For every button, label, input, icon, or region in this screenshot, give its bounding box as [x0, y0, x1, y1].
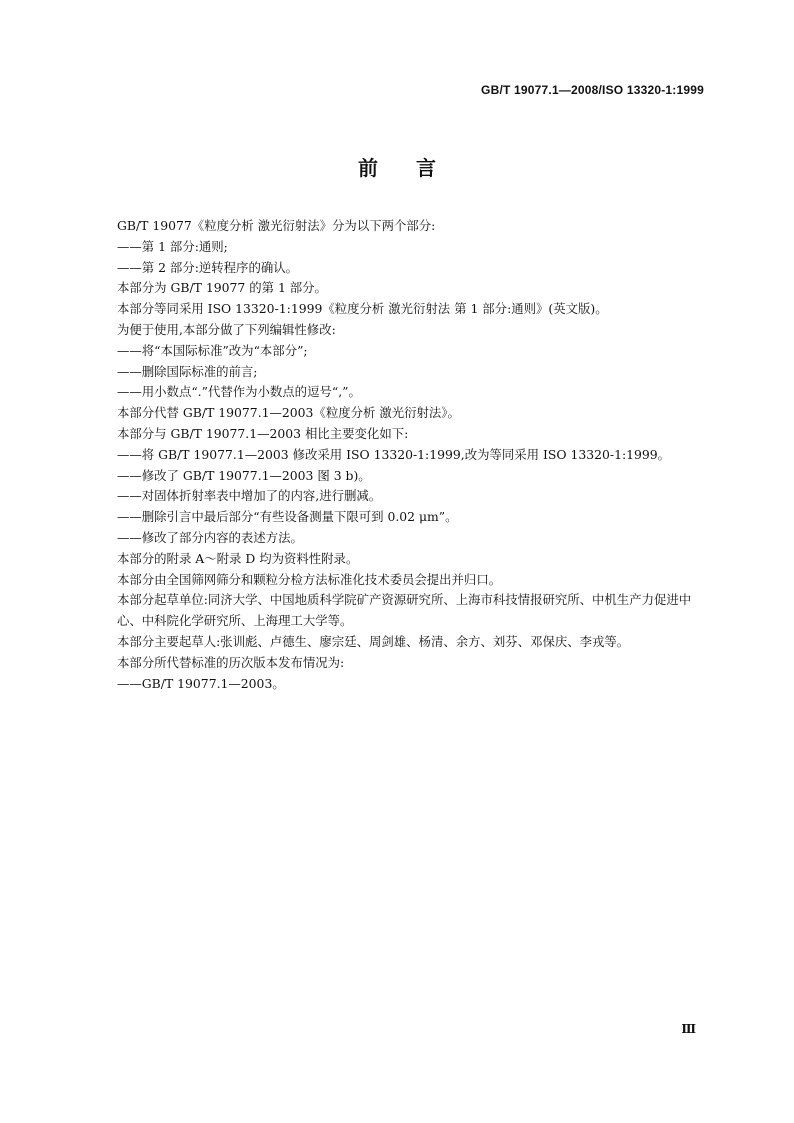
paragraph: GB/T 19077《粒度分析 激光衍射法》分为以下两个部分:	[117, 218, 436, 233]
list-item: ——对固体折射率表中增加了的内容,进行删减。	[117, 488, 382, 504]
list-item: ——第 1 部分:通则;	[117, 238, 228, 254]
paragraph: 本部分为 GB/T 19077 的第 1 部分。	[117, 280, 327, 296]
list-item: ——第 2 部分:逆转程序的确认。	[117, 259, 299, 275]
paragraph: 本部分与 GB/T 19077.1—2003 相比主要变化如下:	[117, 425, 409, 441]
paragraph: 本部分所代替标准的历次版本发布情况为:	[117, 654, 345, 670]
list-item: ——删除引言中最后部分“有些设备测量下限可到 0.02 μm”。	[117, 509, 458, 525]
paragraph: 本部分起草单位:同济大学、中国地质科学院矿产资源研究所、上海市科技情报研究所、中机生产力促进中心、中科院化学研究所、上海理工大学等。	[117, 592, 692, 629]
paragraph: 本部分由全国筛网筛分和颗粒分检方法标准化技术委员会提出并归口。	[117, 571, 502, 587]
paragraph: 本部分等同采用 ISO 13320-1:1999《粒度分析 激光衍射法 第 1 部分:通则》(英文版)。	[117, 301, 608, 317]
list-item: ——GB/T 19077.1—2003。	[117, 675, 285, 691]
list-item: ——修改了部分内容的表述方法。	[117, 529, 303, 545]
page-title: 前言	[358, 156, 474, 180]
list-item: ——将“本国际标准”改为“本部分”;	[117, 342, 308, 358]
standard-code: GB/T 19077.1—2008/ISO 13320-1:1999	[481, 83, 704, 97]
paragraph: 本部分主要起草人:张训彪、卢德生、廖宗廷、周剑雄、杨清、余方、刘芬、邓保庆、李戎等。	[117, 633, 630, 649]
page-number: Ⅲ	[681, 1022, 696, 1036]
paragraph: 本部分代替 GB/T 19077.1—2003《粒度分析 激光衍射法》。	[117, 405, 460, 421]
list-item: ——将 GB/T 19077.1—2003 修改采用 ISO 13320-1:1999,改为等同采用 ISO 13320-1:1999。	[117, 446, 671, 462]
paragraph: 为便于使用,本部分做了下列编辑性修改:	[117, 321, 336, 337]
paragraph: 本部分的附录 A～附录 D 均为资料性附录。	[117, 550, 359, 566]
foreword-body	[92, 216, 714, 694]
list-item: ——用小数点“.”代替作为小数点的逗号“,”。	[117, 384, 361, 400]
list-item: ——修改了 GB/T 19077.1—2003 图 3 b)。	[117, 467, 371, 483]
list-item: ——删除国际标准的前言;	[117, 363, 258, 379]
